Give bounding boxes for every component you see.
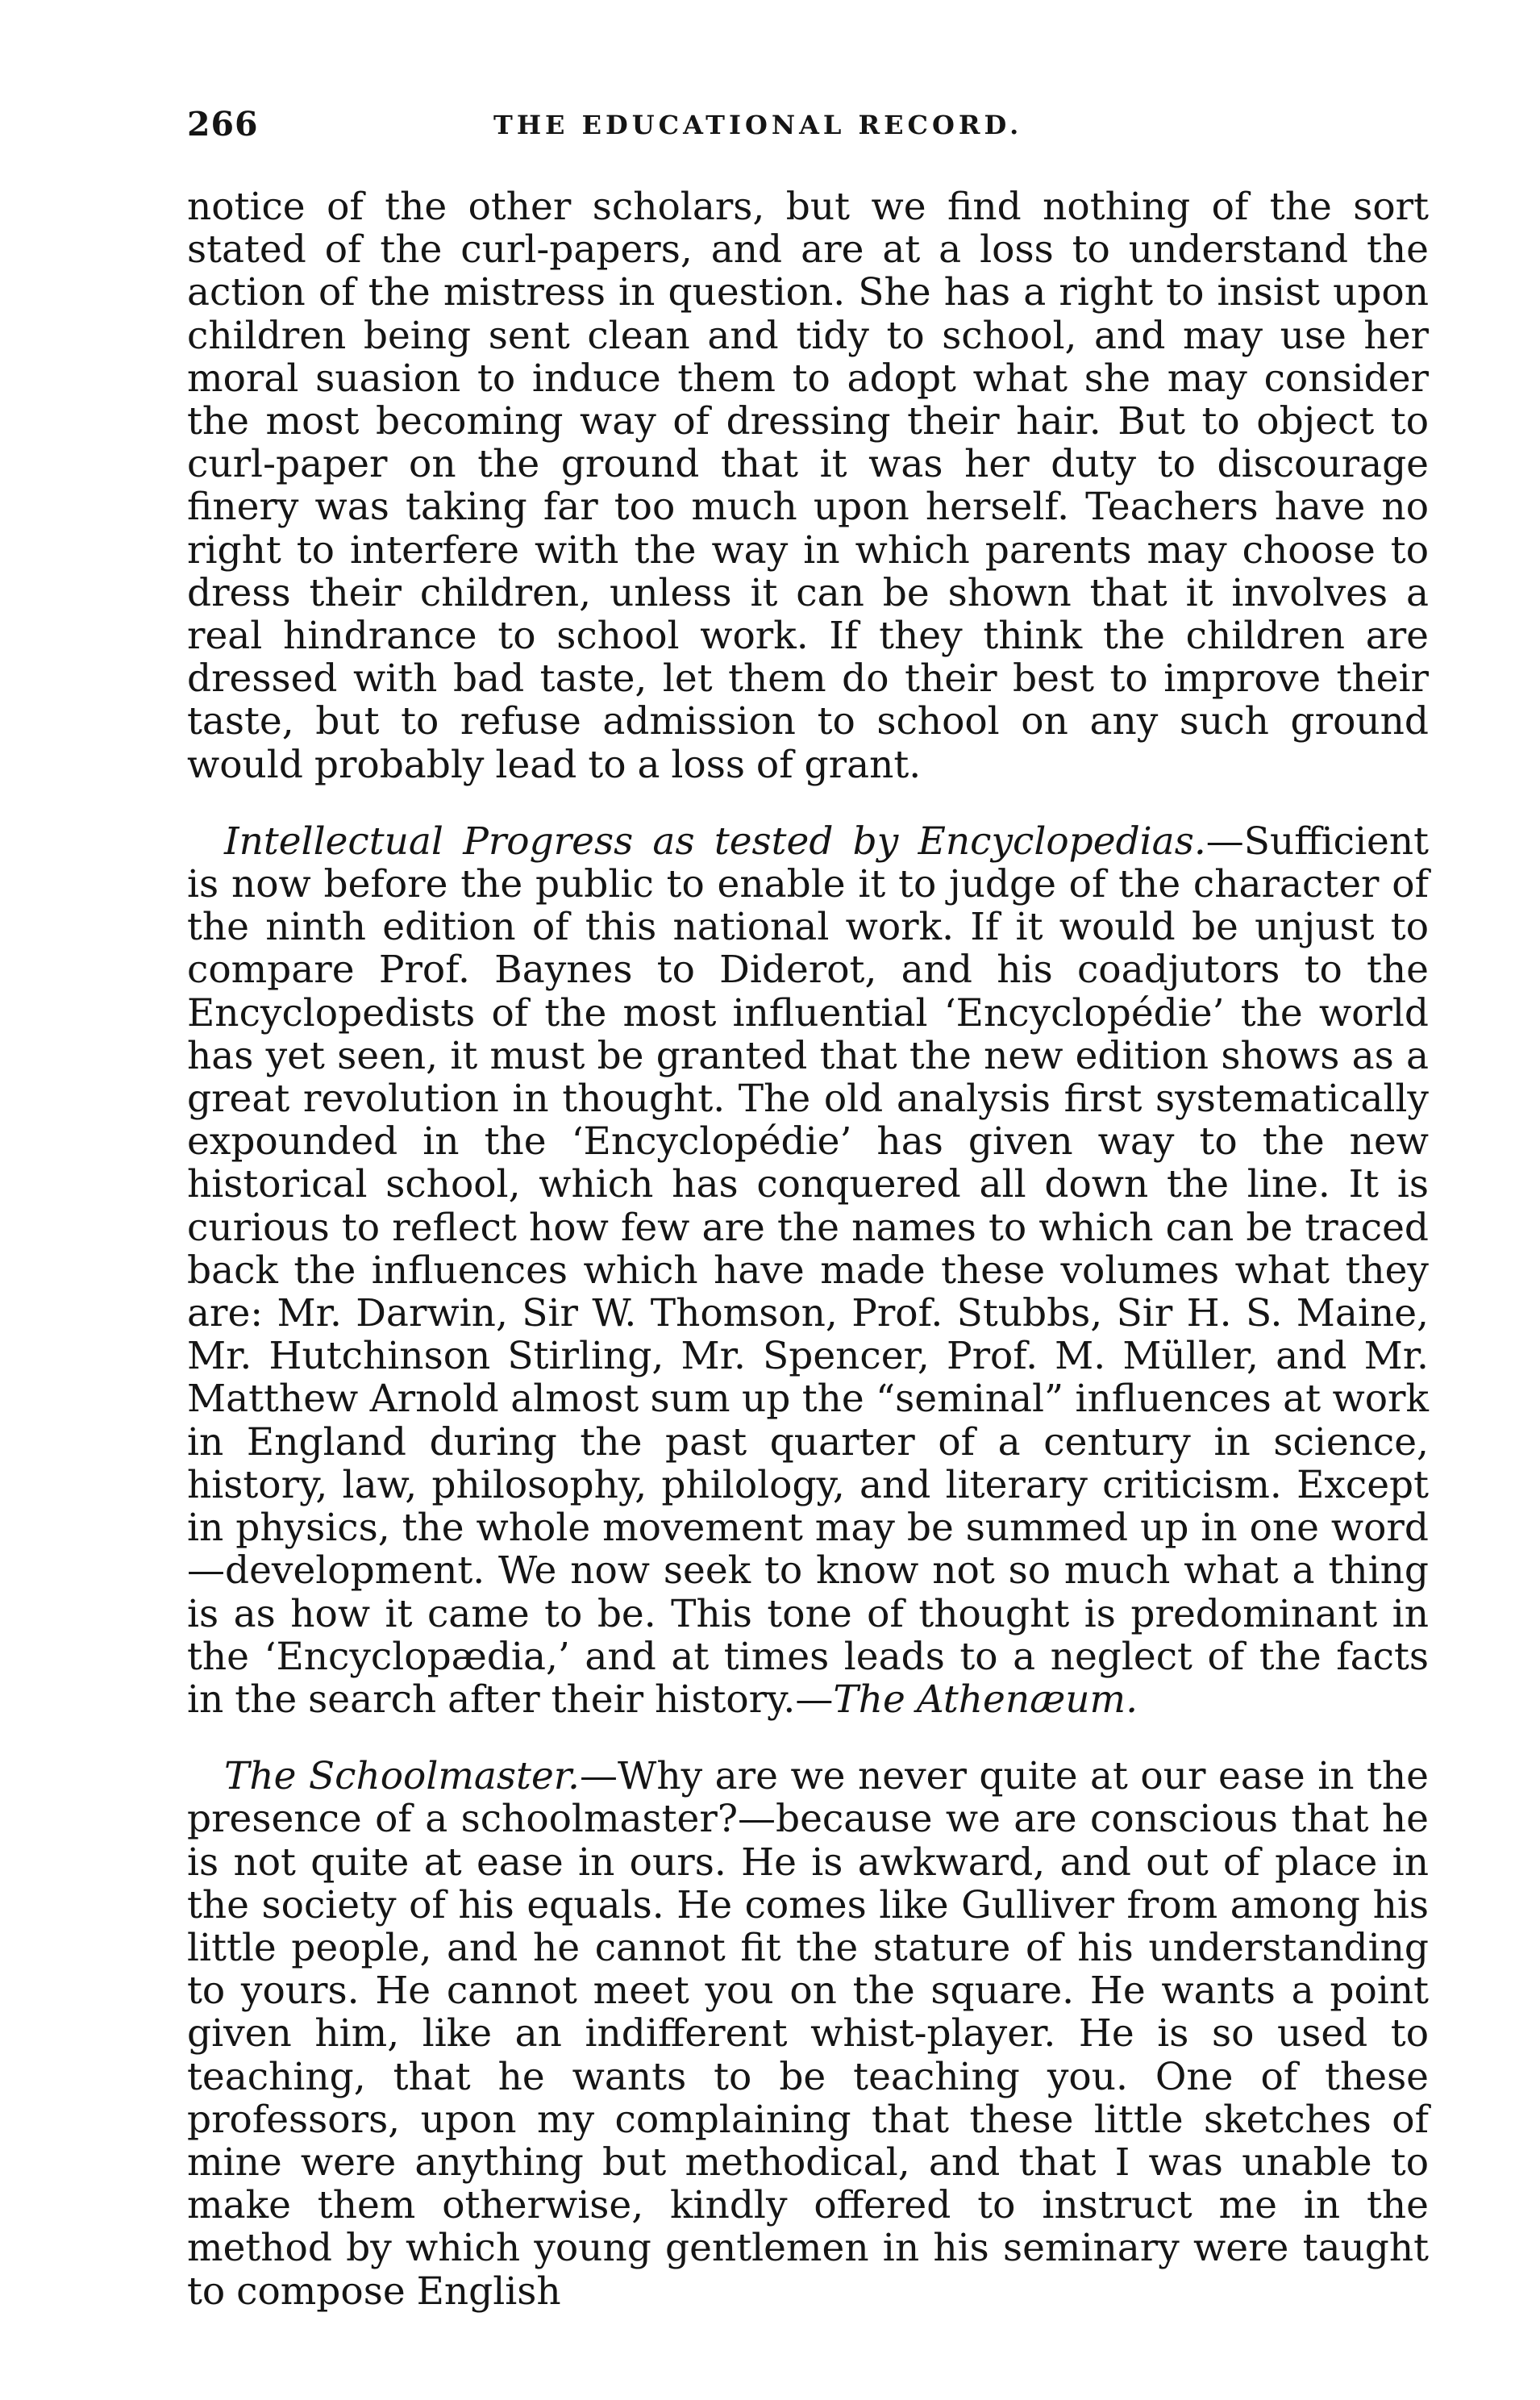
paragraph-curl-papers: [187, 185, 1429, 786]
running-header: [187, 105, 1429, 153]
source-citation: The Athenæum.: [833, 1677, 1138, 1722]
journal-title: THE EDUCATIONAL RECORD.: [493, 110, 1023, 140]
page-number: 266: [187, 105, 259, 144]
paragraph-text: notice of the other scholars, but we find nothing of the sort stated of the curl-papers, and are at a loss to understand the action of the mistress in question. She has a right to insist upon children being sent clean and tidy to school, and may use her moral suasion to induce them to adopt what she may consider the most becoming way of dressing their hair. But to object to curl-paper on the ground that it was her duty to discourage finery was taking far too much upon herself. Teachers have no right to interfere with the way in which parents may choose to dress their children, unless it can be shown that it involves a real hindrance to school work. If they think the children are dressed with bad taste, let them do their best to improve their taste, but to refuse admission to school on any such ground would probably lead to a loss of grant.: [187, 185, 1429, 787]
paragraph-text: —Sufficient is now before the public to enable it to judge of the character of the ninth edition of this national work. If it would be unjust to compare Prof. Baynes to Diderot, and his coadjutors to the Encyclopedists of the most influential ‘Encyclopédie’ the world has yet seen, it must be granted that the new edition shows as a great revolution in thought. The old analysis first systematically expounded in the ‘Encyclopédie’ has given way to the new historical school, which has conquered all down the line. It is curious to reflect how few are the names to which can be traced back the influences which have made these volumes what they are: Mr. Darwin, Sir W. Thomson, Prof. Stubbs, Sir H. S. Maine, Mr. Hutchinson Stirling, Mr. Spencer, Prof. M. Müller, and Mr. Matthew Arnold almost sum up the “seminal” influences at work in England during the past quarter of a century in science, history, law, philosophy, philology, and literary criticism. Except in physics, the whole movement may be summed up in one word—development. We now seek to know not so much what a thing is as how it came to be. This tone of thought is predominant in the ‘Encyclopædia,’ and at times leads to a neglect of the facts in the search after their history.—: [187, 819, 1429, 1722]
section-heading: Intellectual Progress as tested by Encyclopedias.: [224, 819, 1206, 864]
paragraph-schoolmaster: [187, 1755, 1429, 2313]
document-page: [187, 105, 1429, 2313]
section-heading: The Schoolmaster.: [224, 1754, 581, 1799]
paragraph-encyclopedias: [187, 820, 1429, 1721]
paragraph-text: —Why are we never quite at our ease in the presence of a schoolmaster?—because we are conscious that he is not quite at ease in ours. He is awkward, and out of place in the society of his equals. He comes like Gulliver from among his little people, and he cannot fit the stature of his understanding to yours. He cannot meet you on the square. He wants a point given him, like an indifferent whist-player. He is so used to teaching, that he wants to be teaching you. One of these professors, upon my complaining that these little sketches of mine were anything but methodical, and that I was unable to make them otherwise, kindly offered to instruct me in the method by which young gentlemen in his seminary were taught to compose English: [187, 1754, 1429, 2314]
